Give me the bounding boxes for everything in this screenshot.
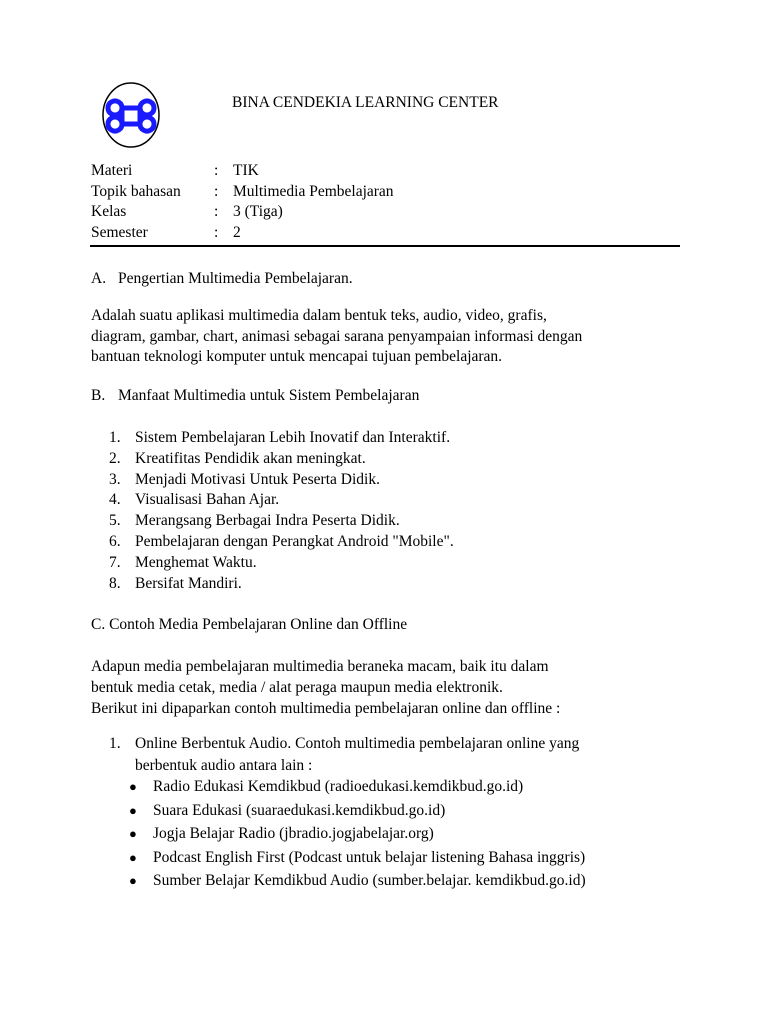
item-text: Sistem Pembelajaran Lebih Inovatif dan Interaktif. — [135, 429, 451, 446]
bullet-icon: ● — [129, 826, 137, 842]
item-text: Online Berbentuk Audio. Contoh multimedia pembelajaran online yang — [135, 735, 580, 752]
header-divider — [90, 245, 680, 247]
logo — [102, 82, 160, 148]
list-item — [129, 801, 586, 825]
command-key-icon — [102, 82, 160, 148]
section-c-heading: C. Contoh Media Pembelajaran Online dan Offline — [91, 616, 408, 633]
item-text: Sumber Belajar Kemdikbud Audio (sumber.belajar. kemdikbud.go.id) — [153, 872, 586, 890]
meta-value: Multimedia Pembelajaran — [233, 182, 394, 200]
list-item — [129, 777, 586, 801]
item-number: 3. — [109, 470, 121, 488]
section-letter: B. — [91, 387, 106, 404]
item-text: Jogja Belajar Radio (jbradio.jogjabelajar.org) — [153, 825, 434, 843]
item-number: 5. — [109, 512, 121, 530]
section-c-item-1 — [109, 733, 579, 777]
item-text: Menghemat Waktu. — [135, 553, 257, 571]
list-item — [109, 449, 454, 470]
meta-label: Materi — [91, 162, 133, 179]
item-number: 7. — [109, 553, 121, 571]
meta-value: TIK — [233, 162, 259, 179]
item-text: Bersifat Mandiri. — [135, 574, 242, 592]
bullet-icon: ● — [129, 802, 137, 818]
list-item — [109, 490, 454, 511]
list-item — [129, 848, 586, 872]
list-item — [129, 824, 586, 848]
paragraph-line: Adalah suatu aplikasi multimedia dalam bentuk teks, audio, video, grafis, — [91, 307, 547, 324]
section-letter: A. — [91, 270, 107, 287]
item-text: Visualisasi Bahan Ajar. — [135, 491, 280, 509]
list-item — [129, 871, 586, 895]
item-number: 1. — [109, 429, 121, 446]
item-number: 1. — [109, 735, 121, 752]
bullet-icon: ● — [129, 779, 137, 794]
list-item — [109, 428, 454, 449]
item-text: Podcast English First (Podcast untuk belajar listening Bahasa inggris) — [153, 848, 586, 866]
benefits-list — [109, 428, 454, 594]
paragraph-line: bantuan teknologi komputer untuk mencapai tujuan pembelajaran. — [91, 348, 503, 365]
audio-examples-list — [129, 777, 586, 895]
item-text: Radio Edukasi Kemdikbud (radioedukasi.kemdikbud.go.id) — [153, 778, 524, 795]
page-title: BINA CENDEKIA LEARNING CENTER — [232, 94, 499, 111]
section-a-heading — [91, 269, 353, 290]
item-number: 2. — [109, 449, 121, 467]
paragraph-line: Adapun media pembelajaran multimedia beraneka macam, baik itu dalam — [91, 658, 549, 675]
list-item — [109, 511, 454, 532]
section-a-paragraph — [91, 306, 691, 368]
section-c-paragraph — [91, 656, 691, 719]
section-title: Manfaat Multimedia untuk Sistem Pembelajaran — [118, 387, 420, 404]
item-text: Suara Edukasi (suaraedukasi.kemdikbud.go.id) — [153, 801, 446, 819]
bullet-icon: ● — [129, 849, 137, 865]
meta-colon: : — [214, 162, 219, 179]
meta-value: 2 — [233, 223, 241, 241]
paragraph-line: bentuk media cetak, media / alat peraga maupun media elektronik. — [91, 679, 503, 696]
list-item — [109, 532, 454, 553]
item-text-continued: berbentuk audio antara lain : — [135, 757, 313, 774]
item-number: 4. — [109, 491, 121, 509]
paragraph-line: Berikut ini dipaparkan contoh multimedia pembelajaran online dan offline : — [91, 700, 561, 717]
meta-value: 3 (Tiga) — [233, 203, 283, 220]
list-item — [109, 574, 454, 595]
paragraph-line: diagram, gambar, chart, animasi sebagai sarana penyampaian informasi dengan — [91, 327, 583, 345]
list-item — [109, 470, 454, 491]
bullet-icon: ● — [129, 873, 137, 889]
meta-colon: : — [214, 182, 219, 200]
item-text: Menjadi Motivasi Untuk Peserta Didik. — [135, 470, 380, 488]
list-item — [109, 553, 454, 574]
item-number: 6. — [109, 532, 121, 550]
meta-colon: : — [214, 223, 219, 241]
meta-colon: : — [214, 203, 219, 220]
meta-label: Topik bahasan — [91, 182, 181, 200]
item-number: 8. — [109, 574, 121, 592]
item-text: Pembelajaran dengan Perangkat Android "Mobile". — [135, 532, 454, 550]
section-title: Pengertian Multimedia Pembelajaran. — [118, 270, 353, 287]
item-text: Merangsang Berbagai Indra Peserta Didik. — [135, 512, 400, 530]
section-b-heading — [91, 386, 419, 407]
meta-label: Semester — [91, 223, 148, 241]
item-text: Kreatifitas Pendidik akan meningkat. — [135, 449, 366, 467]
meta-label: Kelas — [91, 203, 127, 220]
